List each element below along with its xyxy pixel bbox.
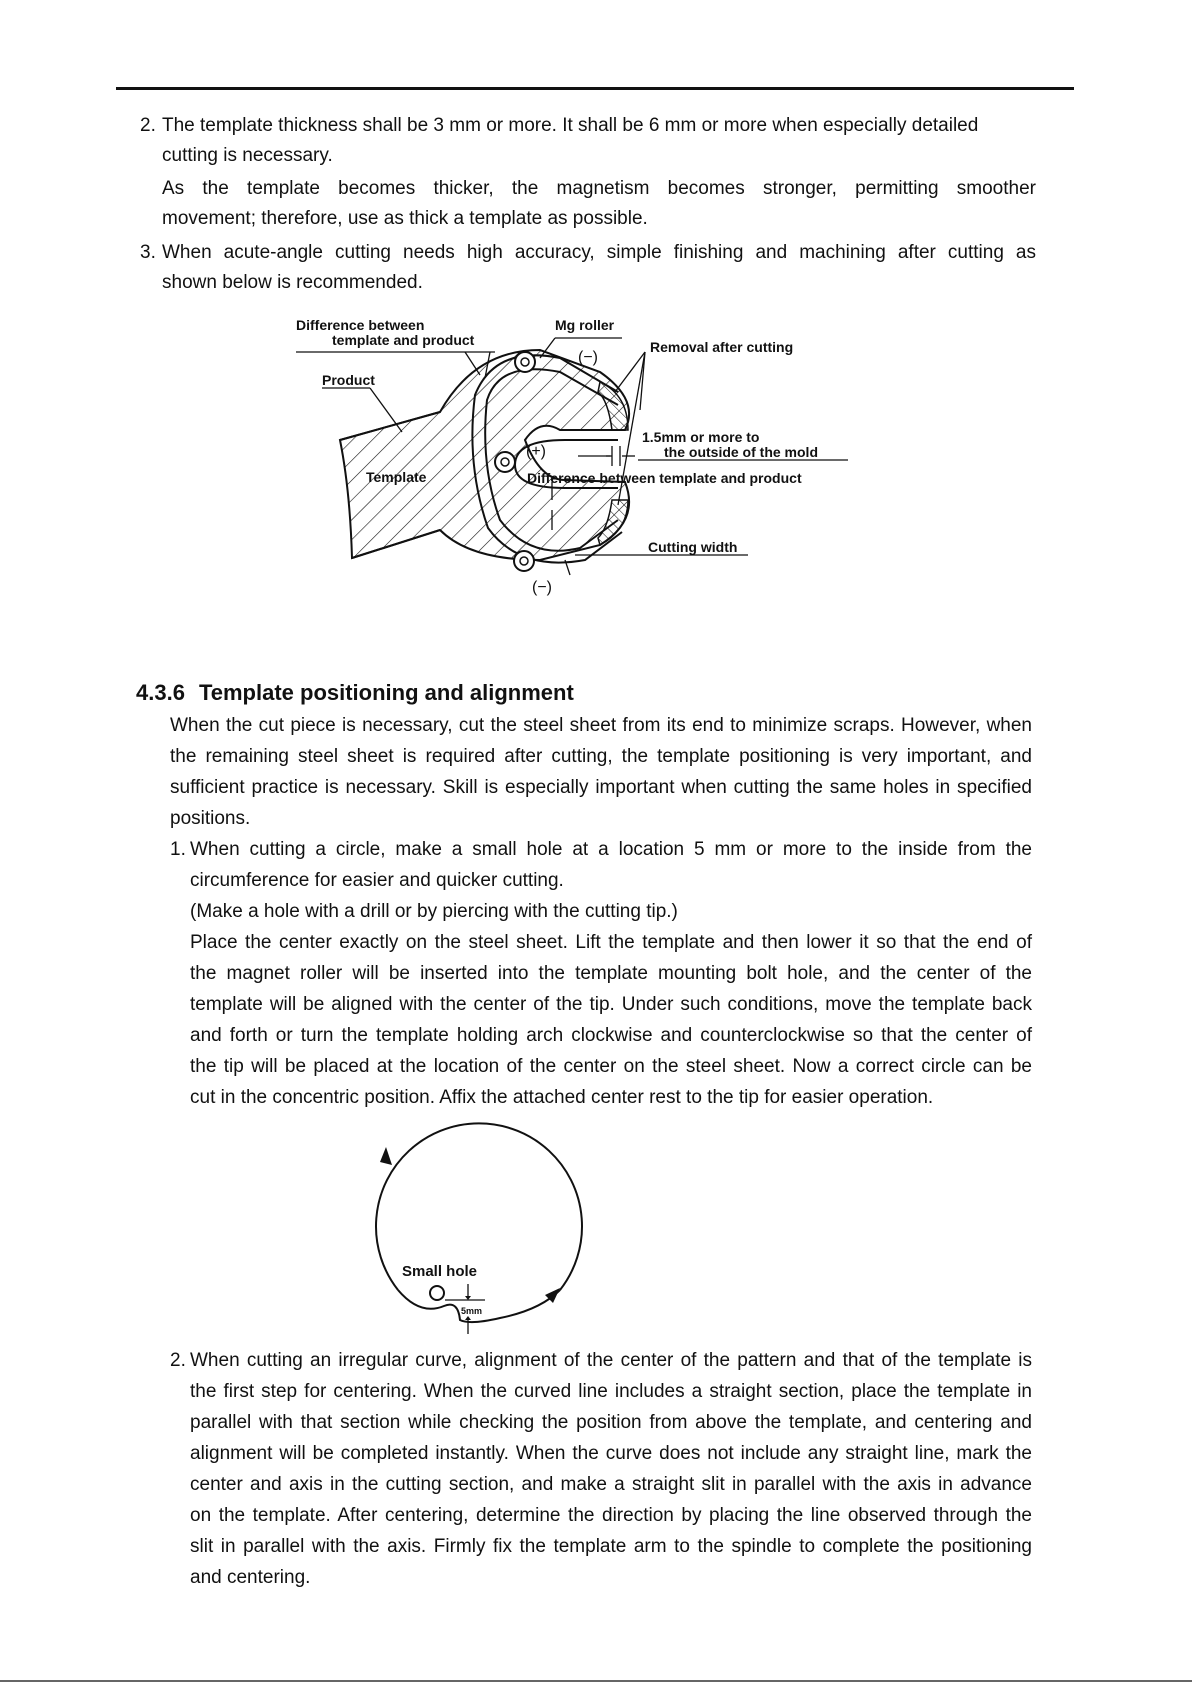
intro-line-1: When the cut piece is necessary, cut the steel sheet from its end to minimize scraps. However, when <box>170 715 1032 736</box>
section-number: 4.3.6 <box>136 680 185 705</box>
label-product: Product <box>322 372 375 388</box>
label-mg-roller: Mg roller <box>555 317 615 333</box>
item-2-line-1: The template thickness shall be 3 mm or more. It shall be 6 mm or more when especially detailed <box>162 115 979 136</box>
step-2-line-8: and centering. <box>190 1567 311 1588</box>
step-1-line-3: (Make a hole with a drill or by piercing with the cutting tip.) <box>190 901 678 922</box>
item-2-number: 2. <box>140 115 156 136</box>
item-3-line-1: When acute-angle cutting needs high accuracy, simple finishing and machining after cutting as <box>162 242 1036 263</box>
step-1-line-7: and forth or turn the template holding arch clockwise and counterclockwise so that the center of <box>190 1025 1032 1046</box>
intro-line-3: sufficient practice is necessary. Skill is especially important when cutting the same holes in specified <box>170 777 1032 798</box>
step-1-line-1: When cutting a circle, make a small hole at a location 5 mm or more to the inside from the <box>190 839 1032 860</box>
item-2-line-3: As the template becomes thicker, the magnetism becomes stronger, permitting smoother <box>162 178 1036 199</box>
label-removal: Removal after cutting <box>650 339 794 355</box>
step-1-line-9: cut in the concentric position. Affix the attached center rest to the tip for easier operation. <box>190 1087 934 1108</box>
intro-line-4: positions. <box>170 808 251 829</box>
step-2-line-7: slit in parallel with the axis. Firmly fix the template arm to the spindle to complete the positioning <box>190 1536 1032 1557</box>
step-2-line-5: center and axis in the cutting section, and make a straight slit in parallel with the axis in advance <box>190 1474 1032 1495</box>
step-2-line-2: the first step for centering. When the curved line includes a straight section, place the template in <box>190 1381 1032 1402</box>
label-clearance-line1: 1.5mm or more to <box>642 429 760 445</box>
step-1-line-2: circumference for easier and quicker cutting. <box>190 870 564 891</box>
item-2-line-4: movement; therefore, use as thick a template as possible. <box>162 208 648 229</box>
step-1-line-6: template will be aligned with the center of the tip. Under such conditions, move the template back <box>190 994 1032 1015</box>
intro-line-2: the remaining steel sheet is required after cutting, the template positioning is very important, and <box>170 746 1032 767</box>
label-minus-top: (−) <box>578 349 598 366</box>
step-1-line-8: the tip will be placed at the location of the center on the steel sheet. Now a correct circle can be <box>190 1056 1032 1077</box>
step-1-line-4: Place the center exactly on the steel sheet. Lift the template and then lower it so that the end of <box>190 932 1032 953</box>
item-3-number: 3. <box>140 242 156 263</box>
item-3-line-2: shown below is recommended. <box>162 272 423 293</box>
label-minus-bottom: (−) <box>532 579 552 596</box>
label-dimension: 5mm <box>461 1306 483 1316</box>
label-small-hole: Small hole <box>402 1263 478 1280</box>
step-2-line-3: parallel with that section while checking the position from above the template, and centering and <box>190 1412 1032 1433</box>
item-2-line-2: cutting is necessary. <box>162 145 333 166</box>
step-2-line-6: on the template. After centering, determine the direction by placing the line observed through the <box>190 1505 1032 1526</box>
step-2-line-1: When cutting an irregular curve, alignment of the center of the pattern and that of the template is <box>190 1350 1032 1371</box>
label-plus: (+) <box>526 443 546 460</box>
small-hole-icon <box>430 1286 444 1300</box>
label-clearance-line2: the outside of the mold <box>664 444 818 460</box>
label-difference-line1: Difference between <box>296 317 425 333</box>
label-template: Template <box>366 469 427 485</box>
label-difference-line2: template and product <box>332 332 475 348</box>
step-2-number: 2. <box>170 1350 186 1371</box>
step-1-number: 1. <box>170 839 186 860</box>
step-1-line-5: the magnet roller will be inserted into the template mounting bolt hole, and the center of the <box>190 963 1032 984</box>
label-cutting-width: Cutting width <box>648 539 738 555</box>
arrow-left-icon <box>380 1147 392 1165</box>
step-2-line-4: alignment will be completed instantly. When the curve does not include any straight line, mark the <box>190 1443 1032 1464</box>
section-title: Template positioning and alignment <box>198 680 574 705</box>
bottom-rule <box>0 1680 1192 1682</box>
label-difference-inner: Difference between template and product <box>527 470 802 486</box>
